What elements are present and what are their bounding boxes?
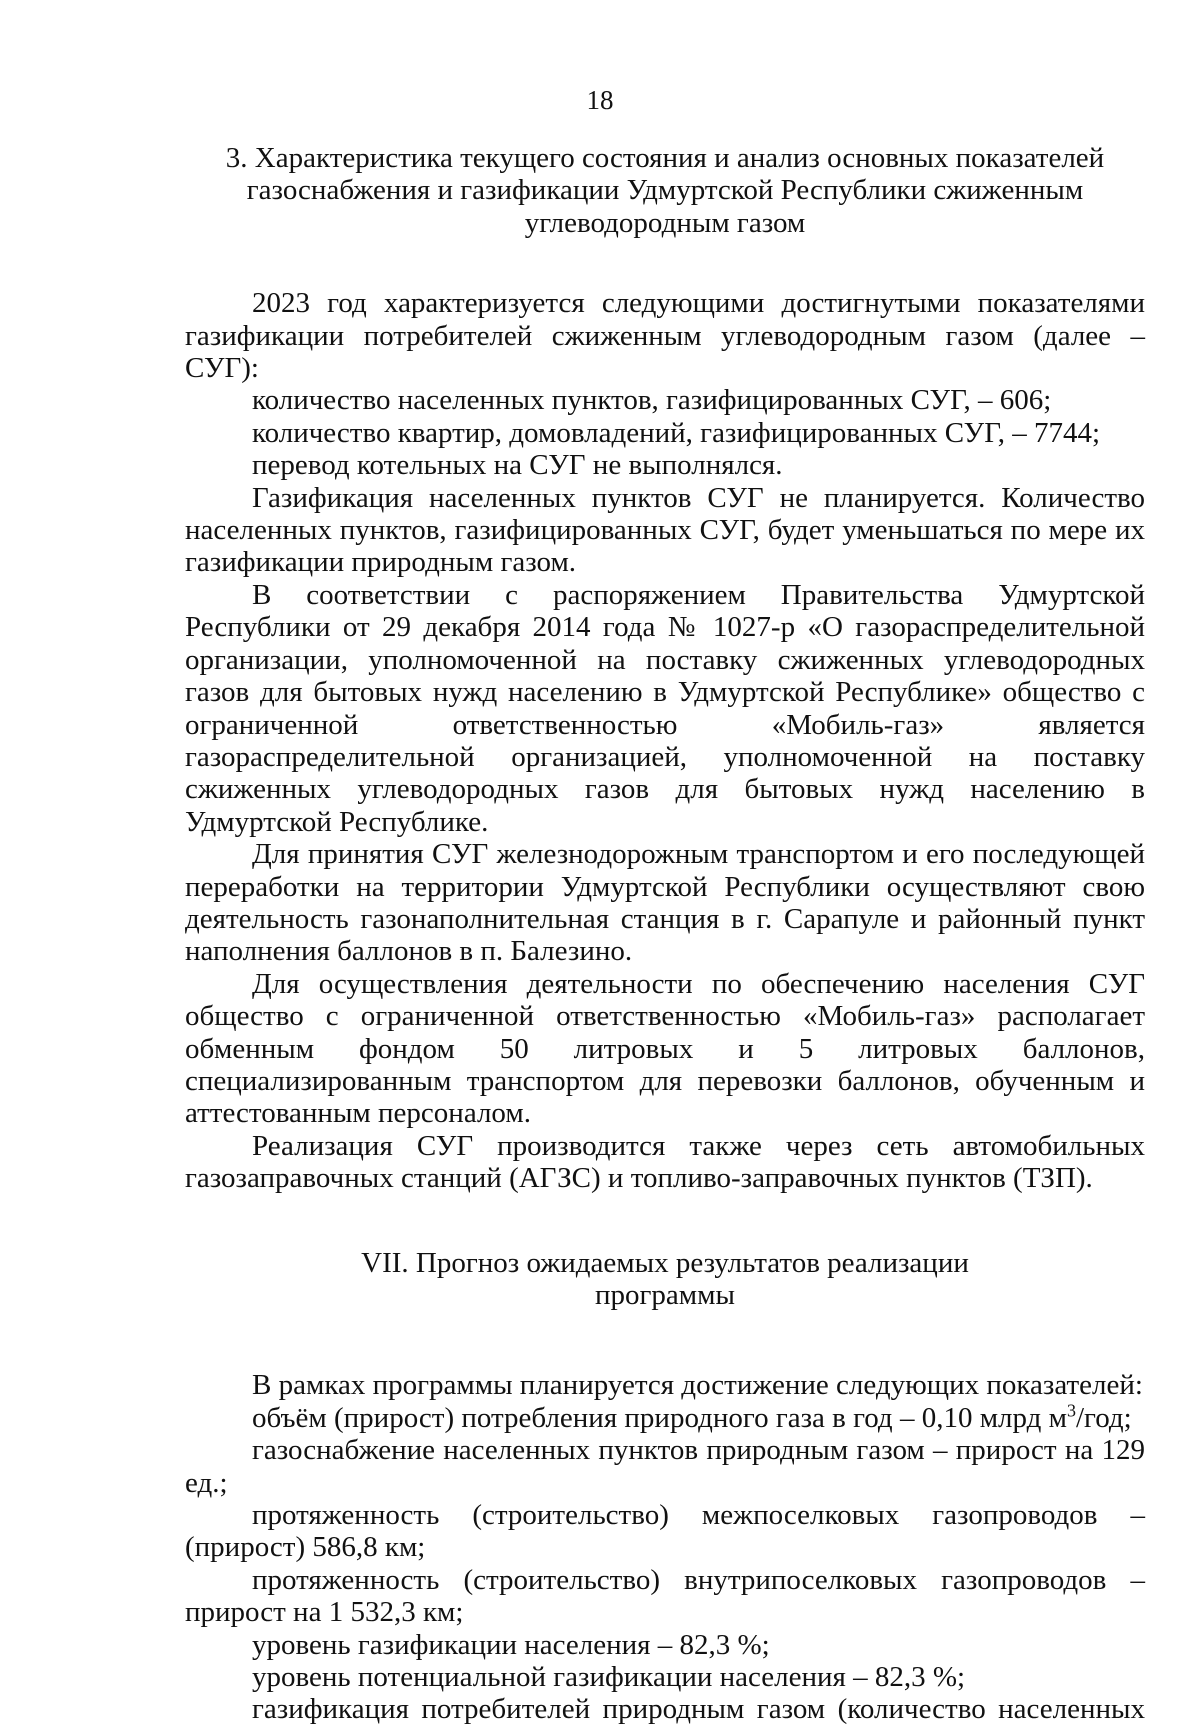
list-item-consumer-gasification: газификация потребителей природным газом (количество населенных — [252, 1693, 1145, 1726]
section-3-heading — [185, 142, 1145, 239]
gas-consumption-text: объём (прирост) потребления природного газа в год – 0,10 млрд м — [252, 1401, 1067, 1434]
document-body — [185, 142, 1145, 1726]
gas-consumption-unit: /год; — [1076, 1401, 1132, 1434]
cubic-superscript: 3 — [1067, 1400, 1076, 1421]
paragraph-railway-reception: Для принятия СУГ железнодорожным транспортом и его последующей переработки на территории Удмуртской Республики осуществляют свою деятельность газонаполнительная станция в г. Сарапуле и районный пункт наполнения баллонов в п. Балезино. — [185, 838, 1145, 968]
section-3-heading-line: углеводородным газом — [524, 206, 806, 239]
paragraph-mobil-gas-resources: Для осуществления деятельности по обеспечению населения СУГ общество с ограниченной ответственностью «Мобиль-газ» располагает обменным фондом 50 литровых и 5 литровых баллонов, специализированным транспортом для перевозки баллонов, обученным и аттестованным персоналом. — [185, 967, 1145, 1130]
list-item-settlements-supply: газоснабжение населенных пунктов природным газом – прирост на 129 ед.; — [185, 1434, 1145, 1499]
paragraph-filling-stations: Реализация СУГ производится также через сеть автомобильных газозаправочных станций (АГЗС) и топливо-заправочных пунктов (ТЗП). — [185, 1129, 1145, 1195]
section-3-heading-line: газоснабжения и газификации Удмуртской Республики сжиженным — [246, 174, 1084, 207]
paragraph-program-intro: В рамках программы планируется достижение следующих показателей: — [252, 1369, 1143, 1402]
paragraph-gasification-plan: Газификация населенных пунктов СУГ не планируется. Количество населенных пунктов, газифицированных СУГ, будет уменьшаться по мере их газификации природным газом. — [185, 481, 1145, 579]
section-7-heading-line: программы — [595, 1279, 735, 1311]
list-item-gas-consumption — [185, 1402, 1145, 1434]
paragraph-2023-summary: 2023 год характеризуется следующими достигнутыми показателями газификации потребителей сжиженным углеводородным газом (далее – СУГ): — [185, 287, 1145, 385]
section-7-heading-line: VII. Прогноз ожидаемых результатов реализации — [361, 1246, 969, 1279]
list-item-intersettlement-pipelines: протяженность (строительство) межпоселковых газопроводов – (прирост) 586,8 км; — [185, 1499, 1145, 1564]
list-item-settlements-count: количество населенных пунктов, газифицированных СУГ, – 606; — [252, 384, 1052, 417]
list-item-potential-gasification-level: уровень потенциальной газификации населения – 82,3 %; — [252, 1661, 966, 1694]
list-item-intrasettlement-pipelines: протяженность (строительство) внутрипоселковых газопроводов – прирост на 1 532,3 км; — [185, 1563, 1145, 1629]
page-number: 18 — [586, 85, 614, 115]
list-item-boiler-transfer: перевод котельных на СУГ не выполнялся. — [252, 449, 783, 482]
section-7-heading — [185, 1247, 1145, 1312]
list-item-gasification-level: уровень газификации населения – 82,3 %; — [252, 1628, 770, 1661]
section-3-heading-line: 3. Характеристика текущего состояния и анализ основных показателей — [225, 142, 1105, 174]
list-item-apartments-count: количество квартир, домовладений, газифицированных СУГ, – 7744; — [252, 416, 1101, 449]
paragraph-government-order: В соответствии с распоряжением Правительства Удмуртской Республики от 29 декабря 2014 года № 1027-р «О газораспределительной организации, уполномоченной на поставку сжиженных углеводородных газов для бытовых нужд населению в Удмуртской Республике» общество с ограниченной ответственностью «Мобиль-газ» является газораспределительной организацией, уполномоченной на поставку сжиженных углеводородных газов для бытовых нужд населению в Удмуртской Республике. — [185, 578, 1145, 838]
